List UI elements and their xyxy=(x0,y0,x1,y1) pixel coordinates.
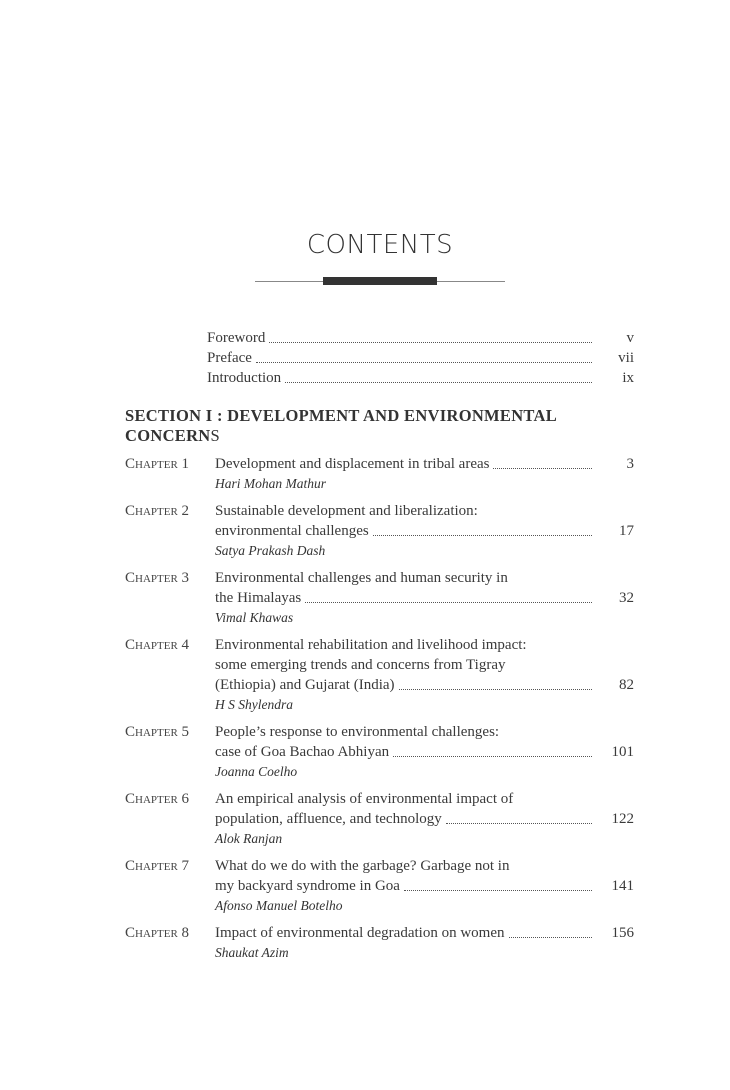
chapter-title-line xyxy=(215,454,634,474)
chapter-title-text: Impact of environmental degradation on women xyxy=(215,925,505,941)
section-title: SECTION I : DEVELOPMENT AND ENVIRONMENTAL CONCERN xyxy=(125,406,557,445)
chapter-title-text: some emerging trends and concerns from Tigray xyxy=(215,657,506,673)
chapter-title-line xyxy=(215,923,634,943)
chapter-title-text: my backyard syndrome in Goa xyxy=(215,878,400,894)
chapter-body xyxy=(215,923,634,963)
dot-leader xyxy=(305,602,592,603)
chapter-title-line xyxy=(215,675,634,695)
dot-leader xyxy=(373,535,592,536)
chapter-body xyxy=(215,722,634,782)
toc-entry-chapter[interactable] xyxy=(125,568,634,628)
heading-rule-bar xyxy=(323,277,437,285)
chapter-author: Joanna Coelho xyxy=(215,764,298,779)
page-number: 32 xyxy=(619,590,634,606)
chapter-title-line xyxy=(215,521,634,541)
chapter-title-line xyxy=(215,876,634,896)
chapter-author: Afonso Manuel Botelho xyxy=(215,898,343,913)
dot-leader xyxy=(285,382,592,383)
toc-entry-preface[interactable] xyxy=(207,348,634,368)
chapter-title-text: An empirical analysis of environmental impact of xyxy=(215,791,514,807)
page-number: 101 xyxy=(611,744,634,760)
chapter-label: Chapter 1 xyxy=(125,456,190,472)
toc-entry-chapter[interactable] xyxy=(125,856,634,916)
chapter-title-text: People’s response to environmental challenges: xyxy=(215,724,500,740)
chapter-title-text: Sustainable development and liberalization: xyxy=(215,503,478,519)
page-number: v xyxy=(626,330,634,346)
chapter-title-line xyxy=(215,789,634,809)
section-heading xyxy=(125,406,625,446)
chapter-author: Shaukat Azim xyxy=(215,945,289,960)
chapter-title-text: Development and displacement in tribal areas xyxy=(215,456,490,472)
chapter-title-text: What do we do with the garbage? Garbage not in xyxy=(215,858,510,874)
page-number: 156 xyxy=(611,925,634,941)
chapter-title-line xyxy=(215,568,634,588)
chapter-title-text: Environmental rehabilitation and livelihood impact: xyxy=(215,637,527,653)
toc-entry-chapter[interactable] xyxy=(125,722,634,782)
chapter-title-line xyxy=(215,588,634,608)
chapter-title-line xyxy=(215,809,634,829)
dot-leader xyxy=(446,823,592,824)
dot-leader xyxy=(404,890,592,891)
chapter-title-text: case of Goa Bachao Abhiyan xyxy=(215,744,390,760)
chapter-label: Chapter 2 xyxy=(125,503,190,519)
page-number: 3 xyxy=(626,456,634,472)
chapter-label: Chapter 3 xyxy=(125,570,190,586)
page-number: 82 xyxy=(619,677,634,693)
chapter-label: Chapter 4 xyxy=(125,637,190,653)
page-number: ix xyxy=(622,370,634,386)
chapter-author: Hari Mohan Mathur xyxy=(215,476,326,491)
chapter-author: Vimal Khawas xyxy=(215,610,294,625)
chapter-label: Chapter 7 xyxy=(125,858,190,874)
chapter-author: Alok Ranjan xyxy=(215,831,283,846)
dot-leader xyxy=(256,362,592,363)
section-title-tail: S xyxy=(210,426,221,445)
dot-leader xyxy=(509,937,593,938)
chapter-label: Chapter 5 xyxy=(125,724,190,740)
chapter-body xyxy=(215,856,634,916)
dot-leader xyxy=(269,342,592,343)
entry-label: Introduction xyxy=(207,370,282,386)
toc-entry-introduction[interactable] xyxy=(207,368,634,388)
entry-label: Foreword xyxy=(207,330,266,346)
chapter-title-text: population, affluence, and technology xyxy=(215,811,442,827)
dot-leader xyxy=(393,756,592,757)
chapter-title-line xyxy=(215,655,634,675)
page-number: 122 xyxy=(611,811,634,827)
chapter-title-line xyxy=(215,635,634,655)
chapter-body xyxy=(215,789,634,849)
dot-leader xyxy=(493,468,592,469)
chapter-title-line xyxy=(215,501,634,521)
chapter-title-line xyxy=(215,742,634,762)
chapter-title-text: the Himalayas xyxy=(215,590,302,606)
toc-entry-chapter[interactable] xyxy=(125,789,634,849)
chapter-title-line xyxy=(215,856,634,876)
chapter-list xyxy=(125,454,634,970)
toc-entry-foreword[interactable] xyxy=(207,328,634,348)
chapter-body xyxy=(215,454,634,494)
page-number: 17 xyxy=(619,523,634,539)
chapter-title-text: (Ethiopia) and Gujarat (India) xyxy=(215,677,395,693)
chapter-title-text: environmental challenges xyxy=(215,523,369,539)
chapter-body xyxy=(215,635,634,715)
dot-leader xyxy=(399,689,592,690)
chapter-title-line xyxy=(215,722,634,742)
chapter-label: Chapter 8 xyxy=(125,925,190,941)
chapter-label: Chapter 6 xyxy=(125,791,190,807)
toc-entry-chapter[interactable] xyxy=(125,501,634,561)
chapter-author: H S Shylendra xyxy=(215,697,293,712)
chapter-author: Satya Prakash Dash xyxy=(215,543,326,558)
chapter-title-text: Environmental challenges and human security in xyxy=(215,570,508,586)
toc-entry-chapter[interactable] xyxy=(125,635,634,715)
page-number: 141 xyxy=(611,878,634,894)
toc-entry-chapter[interactable] xyxy=(125,923,634,963)
front-matter-list xyxy=(207,328,634,388)
entry-label: Preface xyxy=(207,350,252,366)
contents-heading: CONTENTS xyxy=(306,230,454,260)
chapter-body xyxy=(215,568,634,628)
toc-entry-chapter[interactable] xyxy=(125,454,634,494)
page-number: vii xyxy=(618,350,634,366)
chapter-body xyxy=(215,501,634,561)
